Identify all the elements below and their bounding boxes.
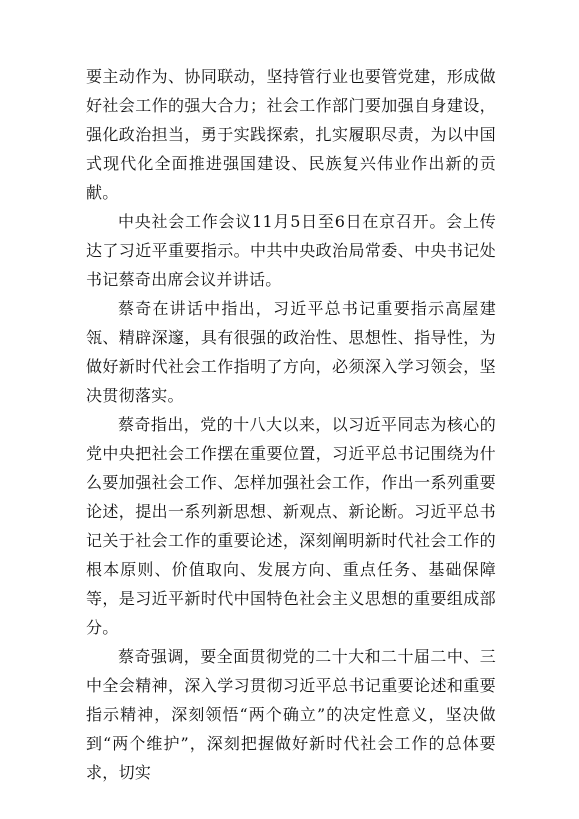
paragraph-meeting: 中央社会工作会议11月5日至6日在京召开。会上传达了习近平重要指示。中共中央政治局常委、中央书记处书记蔡奇出席会议并讲话。 — [86, 212, 496, 289]
paragraph-emphasis: 蔡奇强调，要全面贯彻党的二十大和二十届二中、三中全会精神，深入学习贯彻习近平总书记重要论述和重要指示精神，深刻领悟“两个确立”的决定性意义，坚决做到“两个维护”，深刻把握做好新时代社会工作的总体要求，切实 — [86, 647, 496, 782]
paragraph-review: 蔡奇指出，党的十八大以来，以习近平同志为核心的党中央把社会工作摆在重要位置，习近平总书记围绕为什么要加强社会工作、怎样加强社会工作，作出一系列重要论述，提出一系列新思想、新观点、新论断。习近平总书记关于社会工作的重要论述，深刻阐明新时代社会工作的根本原则、价值取向、发展方向、重点任务、基础保障等，是习近平新时代中国特色社会主义思想的重要组成部分。 — [86, 415, 496, 637]
paragraph-continuation: 要主动作为、协同联动，坚持管行业也要管党建，形成做好社会工作的强大合力；社会工作部门要加强自身建设，强化政治担当，勇于实践探索，扎实履职尽责，为以中国式现代化全面推进强国建设、民族复兴伟业作出新的贡献。 — [86, 67, 496, 202]
document-body — [86, 62, 496, 787]
paragraph-speech: 蔡奇在讲话中指出，习近平总书记重要指示高屋建瓴、精辟深邃，具有很强的政治性、思想性、指导性，为做好新时代社会工作指明了方向，必须深入学习领会，坚决贯彻落实。 — [86, 299, 496, 405]
